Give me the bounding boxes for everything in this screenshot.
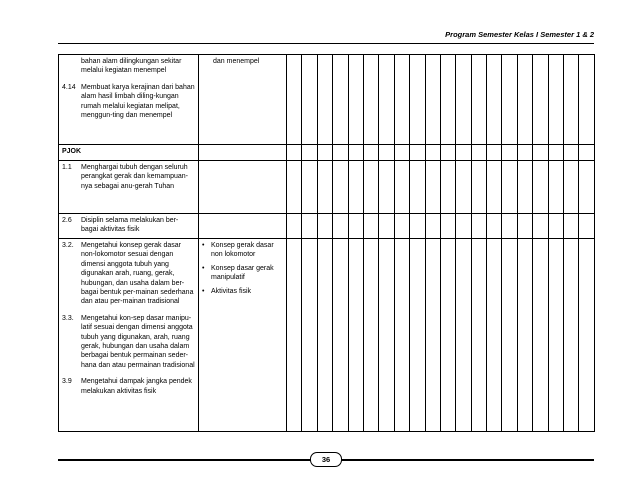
schedule-cell (548, 145, 563, 161)
schedule-cell (533, 214, 548, 239)
schedule-cell (348, 55, 363, 145)
schedule-cell (456, 161, 471, 214)
materi-cell (199, 55, 287, 145)
schedule-cell (440, 55, 455, 145)
kd-item (62, 83, 195, 121)
materi-text: Aktivitas fisik (211, 287, 252, 295)
schedule-cell (333, 214, 348, 239)
schedule-cell (425, 55, 440, 145)
schedule-cell (348, 239, 363, 432)
kd-number: 3.2. (62, 242, 74, 249)
table-row (59, 55, 595, 145)
schedule-cell (579, 145, 594, 161)
schedule-cell (348, 214, 363, 239)
materi-text: Konsep gerak dasar non lokomotor (211, 242, 274, 259)
schedule-cell (440, 239, 455, 432)
schedule-cell (548, 214, 563, 239)
materi-item (202, 241, 283, 260)
schedule-cell (440, 145, 455, 161)
kd-item (62, 163, 195, 191)
schedule-cell (579, 214, 594, 239)
schedule-cell (410, 239, 425, 432)
kd-number (62, 57, 81, 76)
schedule-cell (440, 214, 455, 239)
schedule-cell (471, 239, 486, 432)
schedule-cell (410, 145, 425, 161)
bullet-icon: • (202, 287, 205, 295)
schedule-cell (394, 145, 409, 161)
schedule-cell (517, 145, 532, 161)
schedule-cell (548, 239, 563, 432)
schedule-cell (394, 55, 409, 145)
kd-text: Menghargai tubuh dengan seluruh perangkat gerak dan kemampuan-nya sebagai anu-gerah Tuhan (81, 164, 189, 190)
schedule-cell (379, 161, 394, 214)
schedule-cell (502, 55, 517, 145)
page-number: 36 (310, 452, 342, 467)
schedule-cell (410, 55, 425, 145)
schedule-cell (317, 145, 332, 161)
materi-cell (199, 214, 287, 239)
schedule-cell (564, 55, 579, 145)
schedule-cell (502, 239, 517, 432)
kd-item (62, 216, 195, 235)
schedule-cell (333, 161, 348, 214)
schedule-cell (517, 239, 532, 432)
schedule-cell (548, 55, 563, 145)
schedule-cell (471, 55, 486, 145)
schedule-cell (302, 55, 317, 145)
schedule-cell (579, 55, 594, 145)
schedule-cell (287, 55, 302, 145)
schedule-cell (333, 55, 348, 145)
schedule-cell (456, 214, 471, 239)
schedule-cell (440, 161, 455, 214)
schedule-cell (548, 161, 563, 214)
schedule-cell (564, 145, 579, 161)
kompetensi-cell (59, 161, 199, 214)
schedule-cell (425, 214, 440, 239)
schedule-cell (287, 145, 302, 161)
schedule-cell (517, 161, 532, 214)
kd-text: Mengetahui dampak jangka pendek melakukan aktivitas fisik (81, 378, 192, 395)
materi-item (202, 287, 283, 296)
kd-number: 4.14 (62, 83, 76, 91)
schedule-cell (425, 145, 440, 161)
kd-item (62, 377, 195, 396)
schedule-cell (456, 55, 471, 145)
schedule-cell (579, 239, 594, 432)
kd-number: 3.3. (62, 314, 74, 322)
schedule-cell (302, 161, 317, 214)
schedule-cell (564, 214, 579, 239)
schedule-cell (394, 161, 409, 214)
schedule-cell (487, 214, 502, 239)
schedule-cell (517, 214, 532, 239)
kd-text: bahan alam dilingkungan sekitar melalui kegiatan menempel (81, 58, 182, 75)
schedule-cell (487, 161, 502, 214)
schedule-cell (533, 55, 548, 145)
kd-number: 2.6 (62, 217, 72, 224)
kd-text: Disiplin selama melakukan ber-bagai aktivitas fisik (81, 217, 179, 234)
kd-item (62, 241, 195, 307)
schedule-cell (456, 239, 471, 432)
schedule-cell (287, 161, 302, 214)
schedule-cell (533, 145, 548, 161)
schedule-cell (379, 239, 394, 432)
kd-text: Membuat karya kerajinan dari bahan alam hasil limbah diling-kungan rumah melalui kegiatan melipat, menggun-ting dan menempel (81, 83, 195, 120)
materi-text: dan menempel (213, 58, 260, 65)
page-header-title: Program Semester Kelas I Semester 1 & 2 (445, 30, 594, 39)
schedule-cell (517, 55, 532, 145)
schedule-cell (394, 214, 409, 239)
materi-list (202, 241, 283, 296)
kompetensi-cell (59, 214, 199, 239)
schedule-cell (533, 239, 548, 432)
schedule-cell (348, 145, 363, 161)
kompetensi-cell (59, 239, 199, 432)
table-row (59, 239, 595, 432)
schedule-cell (363, 239, 378, 432)
schedule-cell (487, 239, 502, 432)
kompetensi-cell (59, 55, 199, 145)
schedule-cell (302, 145, 317, 161)
schedule-cell (363, 145, 378, 161)
schedule-cell (410, 214, 425, 239)
program-semester-table (58, 54, 595, 432)
schedule-cell (502, 161, 517, 214)
schedule-cell (425, 239, 440, 432)
schedule-cell (425, 161, 440, 214)
header-rule (58, 43, 594, 44)
schedule-cell (471, 145, 486, 161)
schedule-cell (564, 239, 579, 432)
schedule-cell (471, 161, 486, 214)
materi-text: Konsep dasar gerak manipulatif (211, 264, 274, 282)
schedule-cell (287, 239, 302, 432)
schedule-cell (579, 161, 594, 214)
table-row (59, 214, 595, 239)
section-label: PJOK (59, 145, 199, 161)
schedule-cell (333, 239, 348, 432)
materi-item (202, 264, 283, 283)
table-row (59, 145, 595, 161)
schedule-cell (533, 161, 548, 214)
schedule-cell (410, 161, 425, 214)
bullet-icon: • (202, 242, 205, 249)
schedule-cell (363, 55, 378, 145)
bullet-icon: • (202, 264, 205, 272)
schedule-cell (317, 161, 332, 214)
schedule-cell (302, 214, 317, 239)
schedule-cell (379, 145, 394, 161)
kd-item (62, 314, 195, 370)
schedule-cell (287, 214, 302, 239)
schedule-cell (471, 214, 486, 239)
schedule-cell (487, 145, 502, 161)
kd-text: Mengetahui kon-sep dasar manipu-latif sesuai dengan dimensi anggota tubuh yang digunakan, arah, ruang gerak, hubungan dan usaha dalam berbagai bentuk permainan seder-hana dan atau permainan tradisional (81, 314, 195, 369)
kd-number: 3.9 (62, 378, 72, 386)
materi-cell (199, 239, 287, 432)
schedule-cell (456, 145, 471, 161)
schedule-cell (502, 214, 517, 239)
schedule-cell (363, 161, 378, 214)
schedule-cell (317, 55, 332, 145)
materi-cell (199, 145, 287, 161)
schedule-cell (487, 55, 502, 145)
schedule-cell (379, 214, 394, 239)
schedule-cell (363, 214, 378, 239)
schedule-cell (379, 55, 394, 145)
kd-number: 1.1 (62, 164, 72, 171)
schedule-cell (317, 214, 332, 239)
schedule-cell (394, 239, 409, 432)
schedule-cell (348, 161, 363, 214)
schedule-cell (502, 145, 517, 161)
kd-item (62, 57, 195, 76)
schedule-cell (333, 145, 348, 161)
schedule-cell (302, 239, 317, 432)
materi-cell (199, 161, 287, 214)
schedule-cell (564, 161, 579, 214)
table-row (59, 161, 595, 214)
kd-text: Mengetahui konsep gerak dasar non-lokomotor sesuai dengan dimensi anggota tubuh yang digunakan arah, ruang, gerak, hubungan, dan usaha dalam ber-bagai bentuk per-mainan sederhana dan atau per-mainan tradisional (81, 242, 194, 306)
schedule-cell (317, 239, 332, 432)
